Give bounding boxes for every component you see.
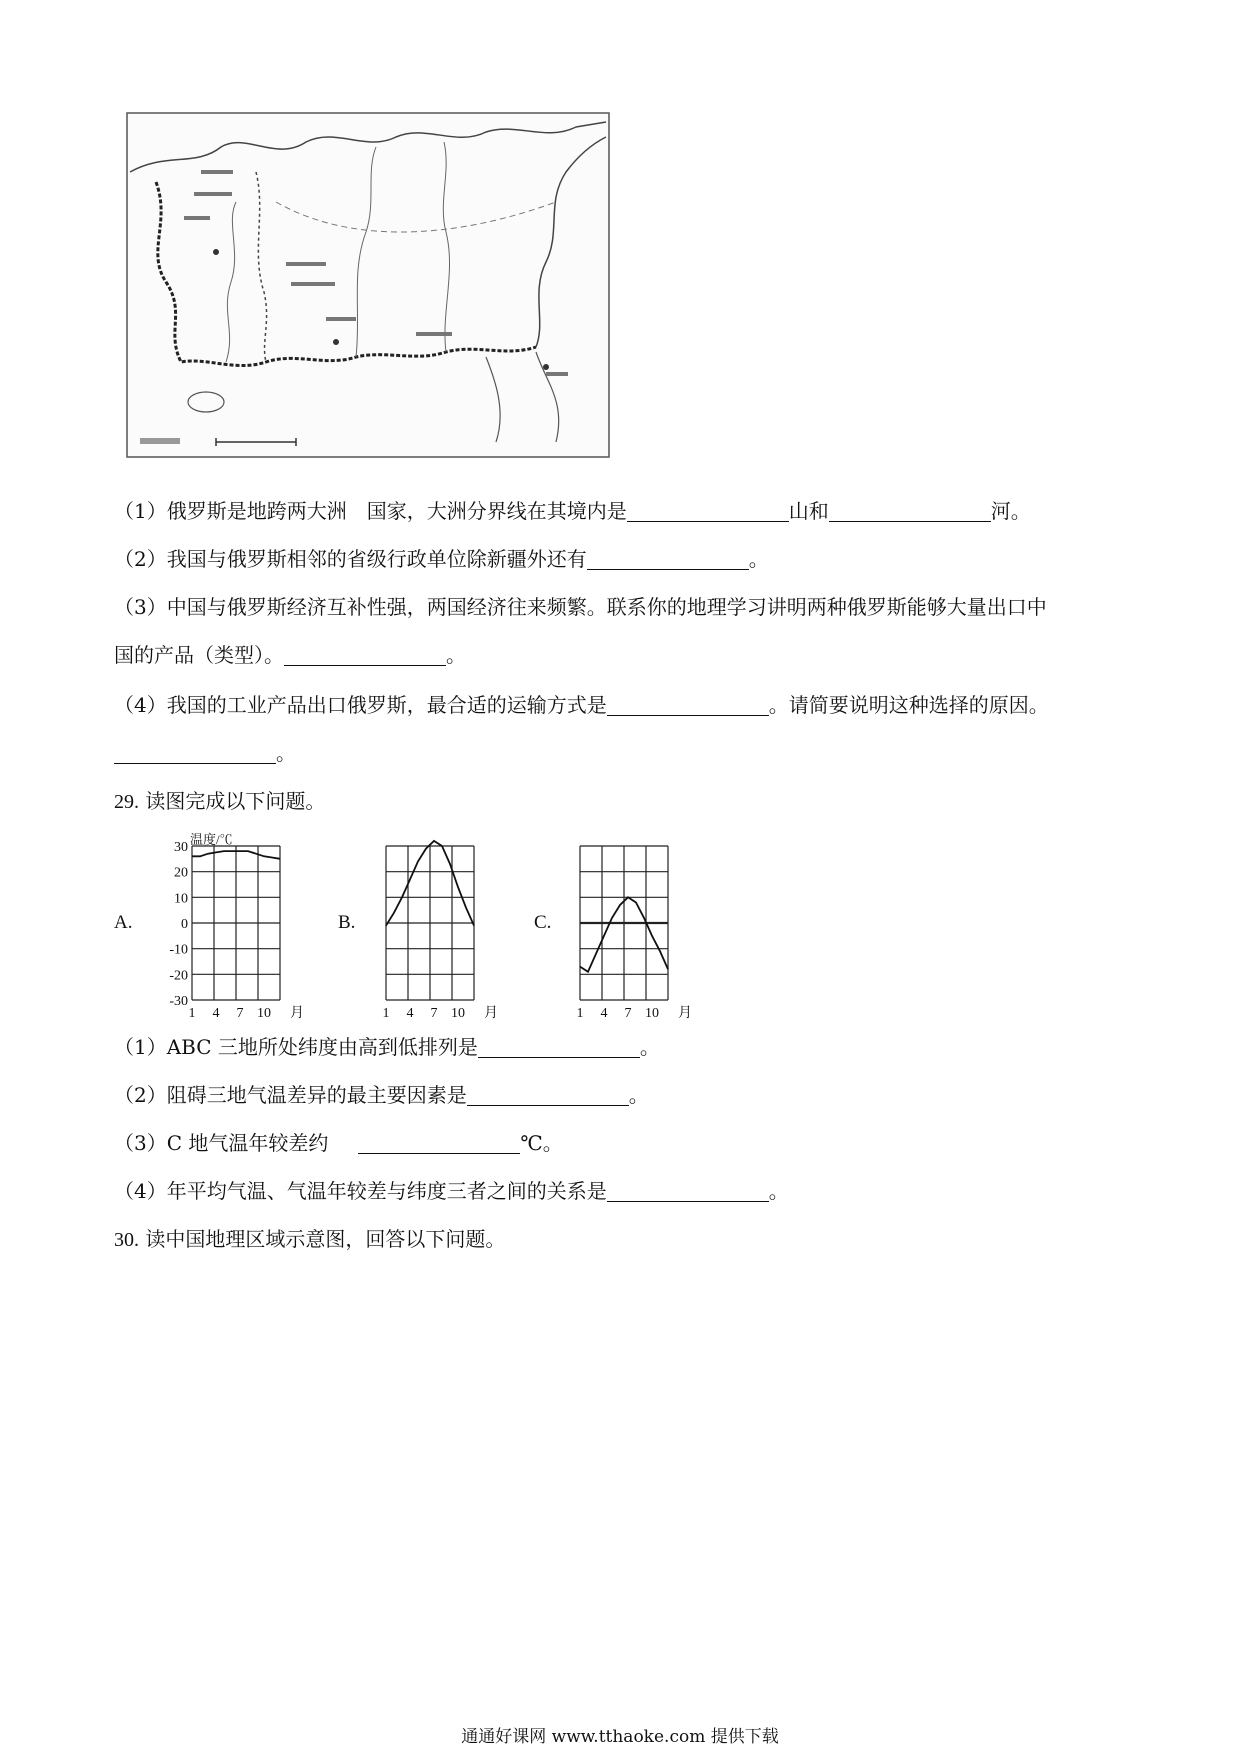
chart-b-grid	[386, 846, 474, 1000]
q29-part1-prefix: （1）ABC 三地所处纬度由高到低排列是	[114, 1035, 478, 1059]
q28-part1-suffix: 河。	[990, 499, 1031, 523]
q28-part1	[114, 496, 1031, 526]
q29-part3-suffix: ℃。	[520, 1131, 563, 1155]
q28-part4-suffix: 。请简要说明这种选择的原因。	[768, 693, 1049, 717]
q28-part3-line2	[114, 640, 466, 670]
chart-c	[564, 832, 694, 1024]
q29-part2-suffix: 。	[628, 1083, 649, 1107]
y-tick-label: -30	[169, 994, 188, 1009]
q28-part1-blank1[interactable]	[627, 501, 789, 522]
y-tick-label: 20	[174, 865, 188, 881]
q29-part1-suffix: 。	[639, 1035, 660, 1059]
x-tick-label: 10	[257, 1006, 271, 1021]
q28-part1-blank2[interactable]	[829, 501, 991, 522]
q28-part1-mid: 山和	[788, 499, 829, 523]
q29-part2-prefix: （2）阻碍三地气温差异的最主要因素是	[114, 1083, 467, 1107]
q29-title-text: 读图完成以下问题。	[145, 789, 326, 813]
q29-part4-blank[interactable]	[607, 1181, 769, 1202]
q28-part4	[114, 690, 1049, 720]
x-tick-label: 7	[236, 1006, 244, 1021]
q28-part2-suffix: 。	[748, 547, 769, 571]
x-axis-unit: 月	[484, 1006, 498, 1021]
q29-part3	[114, 1128, 563, 1158]
q28-part2-prefix: （2）我国与俄罗斯相邻的省级行政单位除新疆外还有	[114, 547, 587, 571]
x-tick-label: 10	[451, 1006, 465, 1021]
chart-a-label: A.	[114, 912, 133, 933]
q28-part4-prefix: （4）我国的工业产品出口俄罗斯，最合适的运输方式是	[114, 693, 607, 717]
chart-a	[140, 832, 304, 1024]
q30-title-text: 读中国地理区域示意图，回答以下问题。	[145, 1227, 506, 1251]
x-tick-label: 7	[624, 1006, 632, 1021]
chart-b	[370, 832, 500, 1024]
x-axis-unit: 月	[290, 1006, 304, 1021]
x-tick-label: 4	[212, 1006, 220, 1021]
russia-map-figure	[126, 112, 610, 458]
q29-part3-blank[interactable]	[358, 1133, 520, 1154]
x-tick-label: 10	[645, 1006, 659, 1021]
chart-c-grid	[580, 846, 668, 1000]
chart-a-grid	[192, 846, 280, 1000]
q28-part3-suffix: 。	[446, 643, 466, 667]
q29-part4-suffix: 。	[768, 1179, 789, 1203]
q29-part1	[114, 1032, 660, 1062]
q28-part4-blank1[interactable]	[607, 695, 769, 716]
y-tick-label: 0	[181, 917, 188, 932]
q29-title	[114, 786, 325, 817]
x-axis-unit: 月	[678, 1006, 692, 1021]
q28-part4-blank2[interactable]	[114, 743, 276, 764]
y-tick-label: -10	[169, 942, 188, 958]
q29-part1-blank[interactable]	[478, 1037, 640, 1058]
chart-b-label: B.	[338, 912, 356, 933]
footer-watermark: 通通好课网 www.tthaoke.com 提供下载	[461, 1727, 779, 1747]
q28-part2	[114, 544, 769, 574]
y-axis-label: 温度/℃	[190, 832, 233, 847]
x-tick-label: 4	[600, 1006, 608, 1021]
q29-part2-blank[interactable]	[467, 1085, 629, 1106]
chart-c-label: C.	[534, 912, 552, 933]
q29-part2	[114, 1080, 649, 1110]
x-tick-label: 4	[406, 1006, 414, 1021]
q29-part3-prefix: （3）C 地气温年较差约	[114, 1131, 329, 1155]
q29-part4	[114, 1176, 789, 1206]
q28-part3-line1	[114, 592, 1047, 622]
q28-part2-blank[interactable]	[587, 549, 749, 570]
q28-part4-line2-suffix: 。	[276, 741, 296, 765]
x-tick-label: 7	[430, 1006, 438, 1021]
q28-part3-blank[interactable]	[284, 645, 446, 666]
q28-part3-prefix: 国的产品（类型）。	[114, 643, 284, 667]
q29-part4-prefix: （4）年平均气温、气温年较差与纬度三者之间的关系是	[114, 1179, 607, 1203]
x-tick-label: 1	[188, 1006, 196, 1021]
y-tick-label: 30	[174, 840, 188, 855]
q28-part3-text: （3）中国与俄罗斯经济互补性强，两国经济往来频繁。联系你的地理学习讲明两种俄罗斯能够大量出口中	[114, 595, 1047, 619]
q30-number: 30.	[114, 1229, 139, 1251]
q29-number: 29.	[114, 791, 139, 813]
q28-part1-prefix: （1）俄罗斯是地跨两大洲 国家，大洲分界线在其境内是	[114, 499, 627, 523]
x-tick-label: 1	[382, 1006, 390, 1021]
x-tick-label: 1	[576, 1006, 584, 1021]
q30-title	[114, 1224, 505, 1255]
y-tick-label: 10	[174, 891, 188, 907]
q28-part4-line2	[114, 738, 296, 768]
y-tick-label: -20	[169, 968, 188, 984]
